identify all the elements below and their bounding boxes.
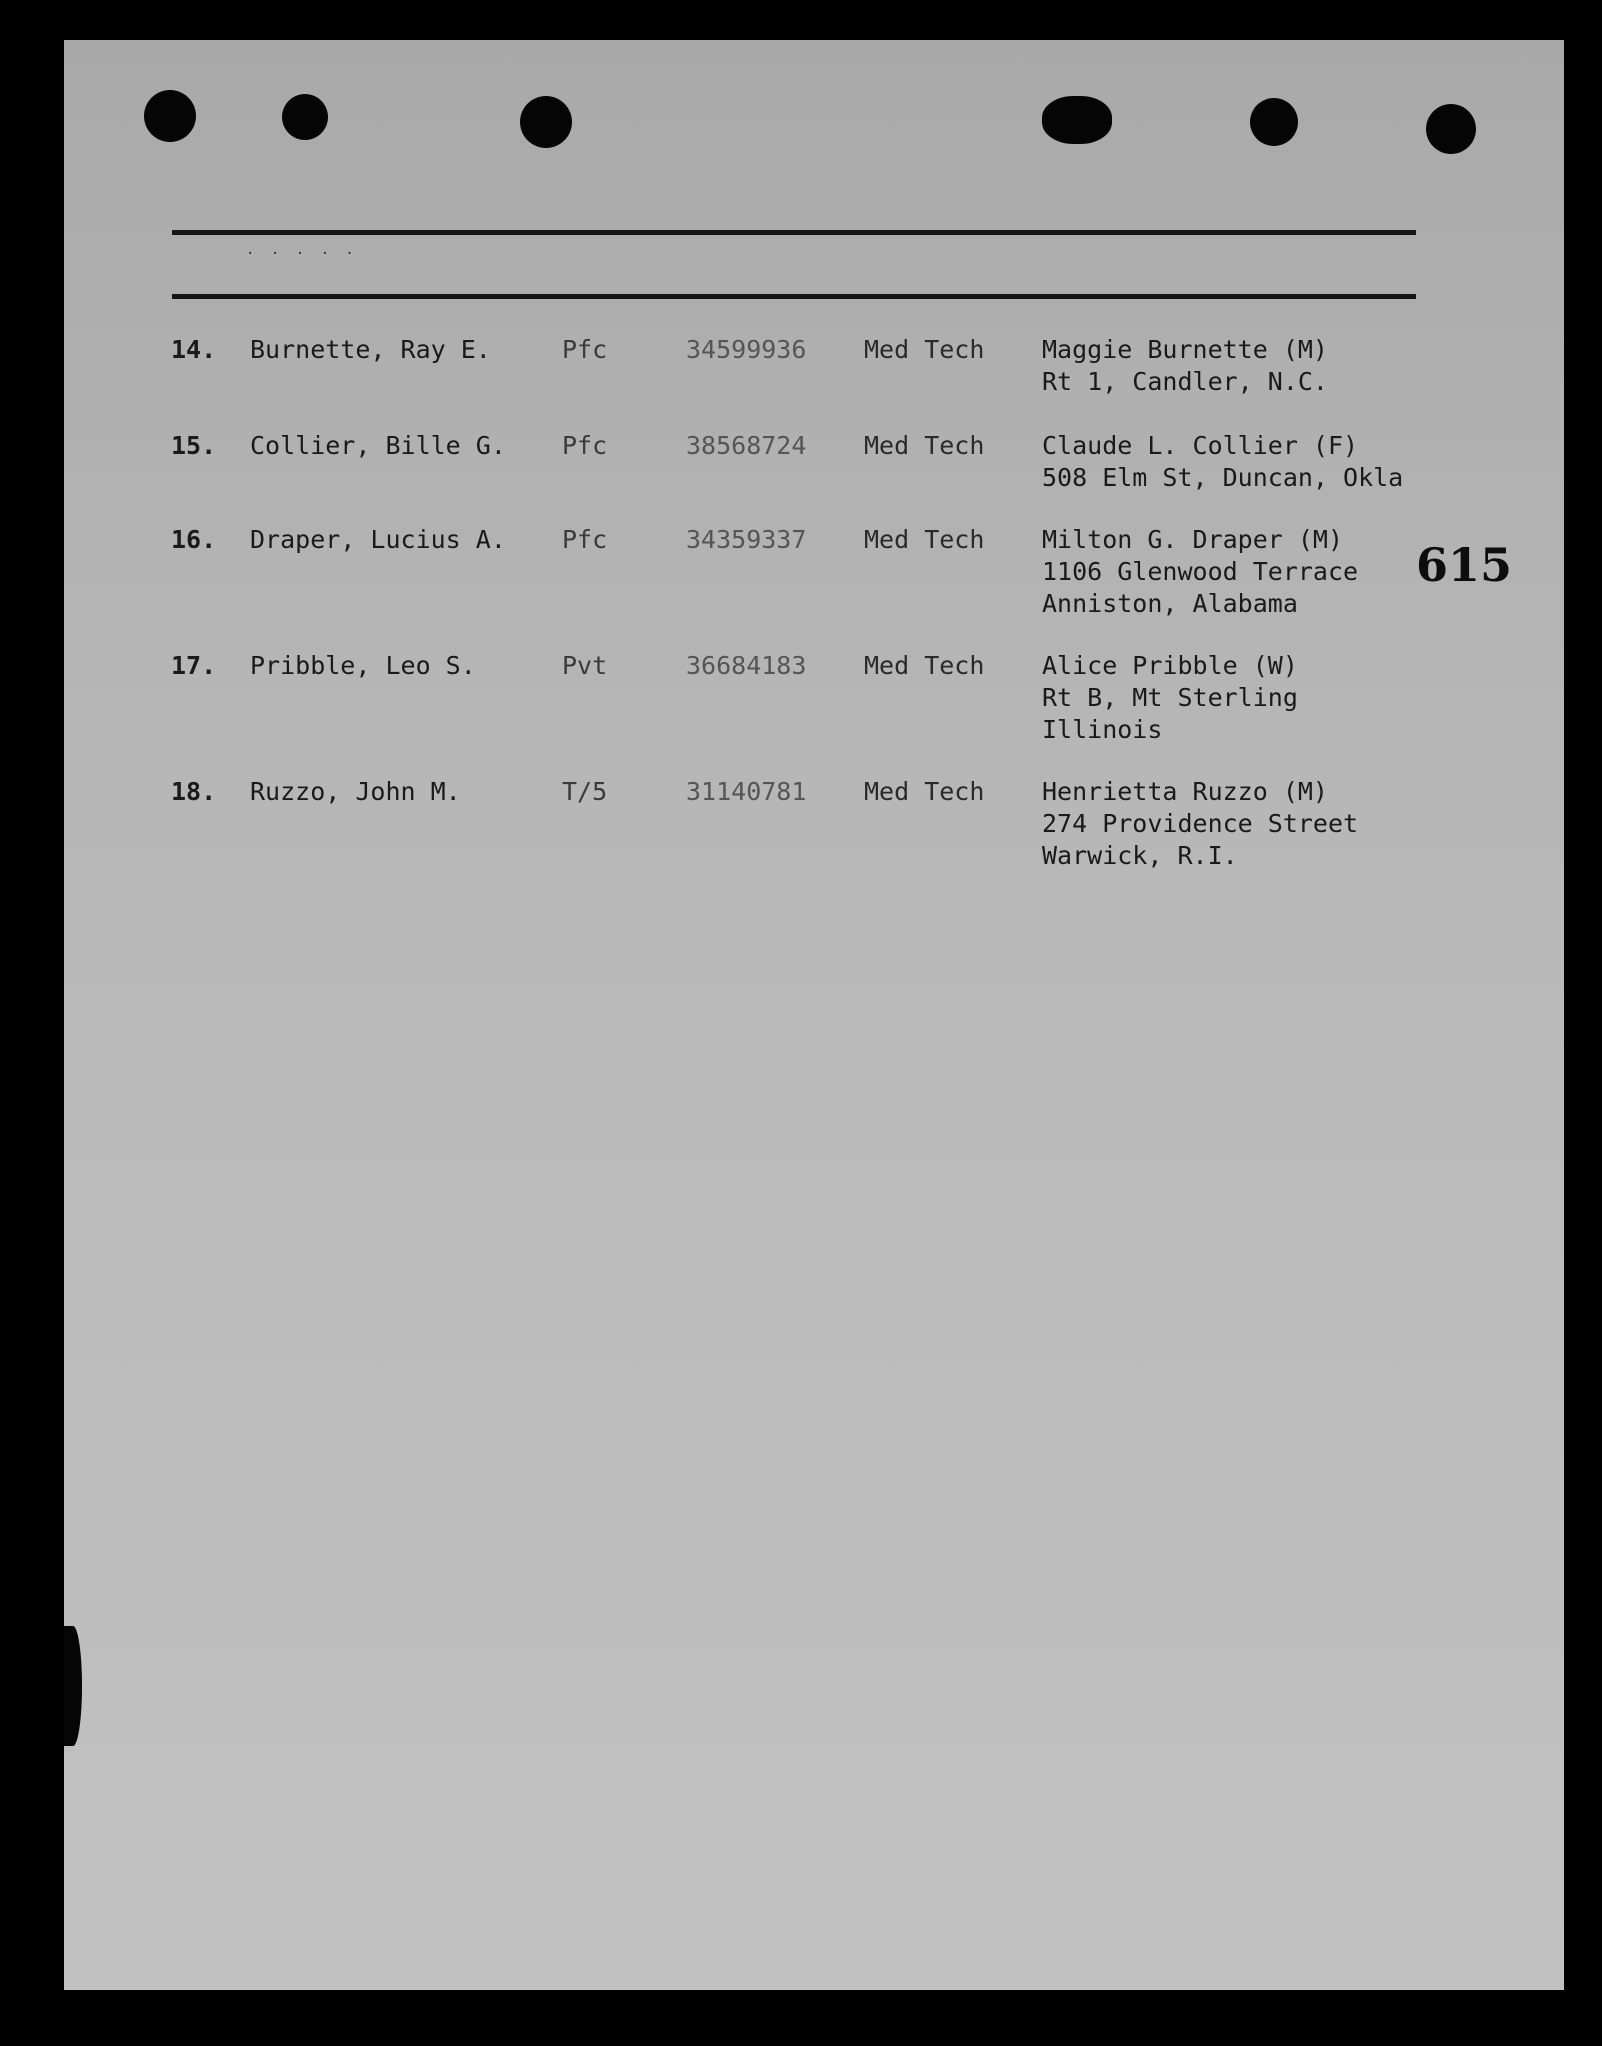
kin-line: Claude L. Collier (F) <box>1042 431 1359 460</box>
entry-next-of-kin <box>1042 650 1298 746</box>
page-number: 615 <box>1416 538 1513 592</box>
entry-duty: Med Tech <box>864 335 985 364</box>
punch-hole <box>1042 96 1112 144</box>
entry-rank: Pfc <box>562 525 608 554</box>
kin-line: 1106 Glenwood Terrace <box>1042 557 1359 586</box>
entry-name: Burnette, Ray E. <box>250 335 491 364</box>
entry-serial: 34359337 <box>686 525 807 554</box>
kin-line: Warwick, R.I. <box>1042 841 1238 870</box>
entry-serial: 36684183 <box>686 651 807 680</box>
kin-line: Rt 1, Candler, N.C. <box>1042 367 1328 396</box>
entry-number: 17. <box>171 651 217 680</box>
roster-entry-18 <box>64 776 1564 896</box>
punch-hole <box>520 96 572 148</box>
entry-duty: Med Tech <box>864 525 985 554</box>
entry-next-of-kin <box>1042 776 1358 872</box>
kin-line: 508 Elm St, Duncan, Okla <box>1042 463 1404 492</box>
kin-line: Anniston, Alabama <box>1042 589 1298 618</box>
edge-tear <box>64 1626 82 1746</box>
entry-serial: 31140781 <box>686 777 807 806</box>
entry-duty: Med Tech <box>864 651 985 680</box>
entry-name: Pribble, Leo S. <box>250 651 476 680</box>
entry-name: Draper, Lucius A. <box>250 525 506 554</box>
punch-hole <box>144 90 196 142</box>
header-rule-top <box>172 230 1416 235</box>
entry-number: 15. <box>171 431 217 460</box>
entry-number: 16. <box>171 525 217 554</box>
entry-number: 14. <box>171 335 217 364</box>
entry-next-of-kin <box>1042 334 1328 398</box>
kin-line: Alice Pribble (W) <box>1042 651 1298 680</box>
kin-line: Maggie Burnette (M) <box>1042 335 1328 364</box>
entry-rank: Pfc <box>562 335 608 364</box>
punch-hole <box>1426 104 1476 154</box>
entry-number: 18. <box>171 777 217 806</box>
entry-name: Collier, Bille G. <box>250 431 506 460</box>
entry-rank: Pvt <box>562 651 608 680</box>
entry-rank: Pfc <box>562 431 608 460</box>
kin-line: Henrietta Ruzzo (M) <box>1042 777 1328 806</box>
kin-line: Illinois <box>1042 715 1163 744</box>
roster-entry-17 <box>64 650 1564 770</box>
header-rule-bottom <box>172 294 1416 299</box>
kin-line: Milton G. Draper (M) <box>1042 525 1344 554</box>
entry-serial: 34599936 <box>686 335 807 364</box>
punch-hole <box>282 94 328 140</box>
roster-entry-16 <box>64 524 1564 644</box>
kin-line: Rt B, Mt Sterling <box>1042 683 1298 712</box>
entry-rank: T/5 <box>562 777 608 806</box>
punch-hole <box>1250 98 1298 146</box>
header-dots: · · · · · <box>246 246 358 262</box>
entry-next-of-kin <box>1042 430 1403 494</box>
entry-serial: 38568724 <box>686 431 807 460</box>
entry-duty: Med Tech <box>864 777 985 806</box>
document-page <box>64 40 1564 1990</box>
kin-line: 274 Providence Street <box>1042 809 1359 838</box>
entry-duty: Med Tech <box>864 431 985 460</box>
entry-name: Ruzzo, John M. <box>250 777 461 806</box>
entry-next-of-kin <box>1042 524 1358 620</box>
